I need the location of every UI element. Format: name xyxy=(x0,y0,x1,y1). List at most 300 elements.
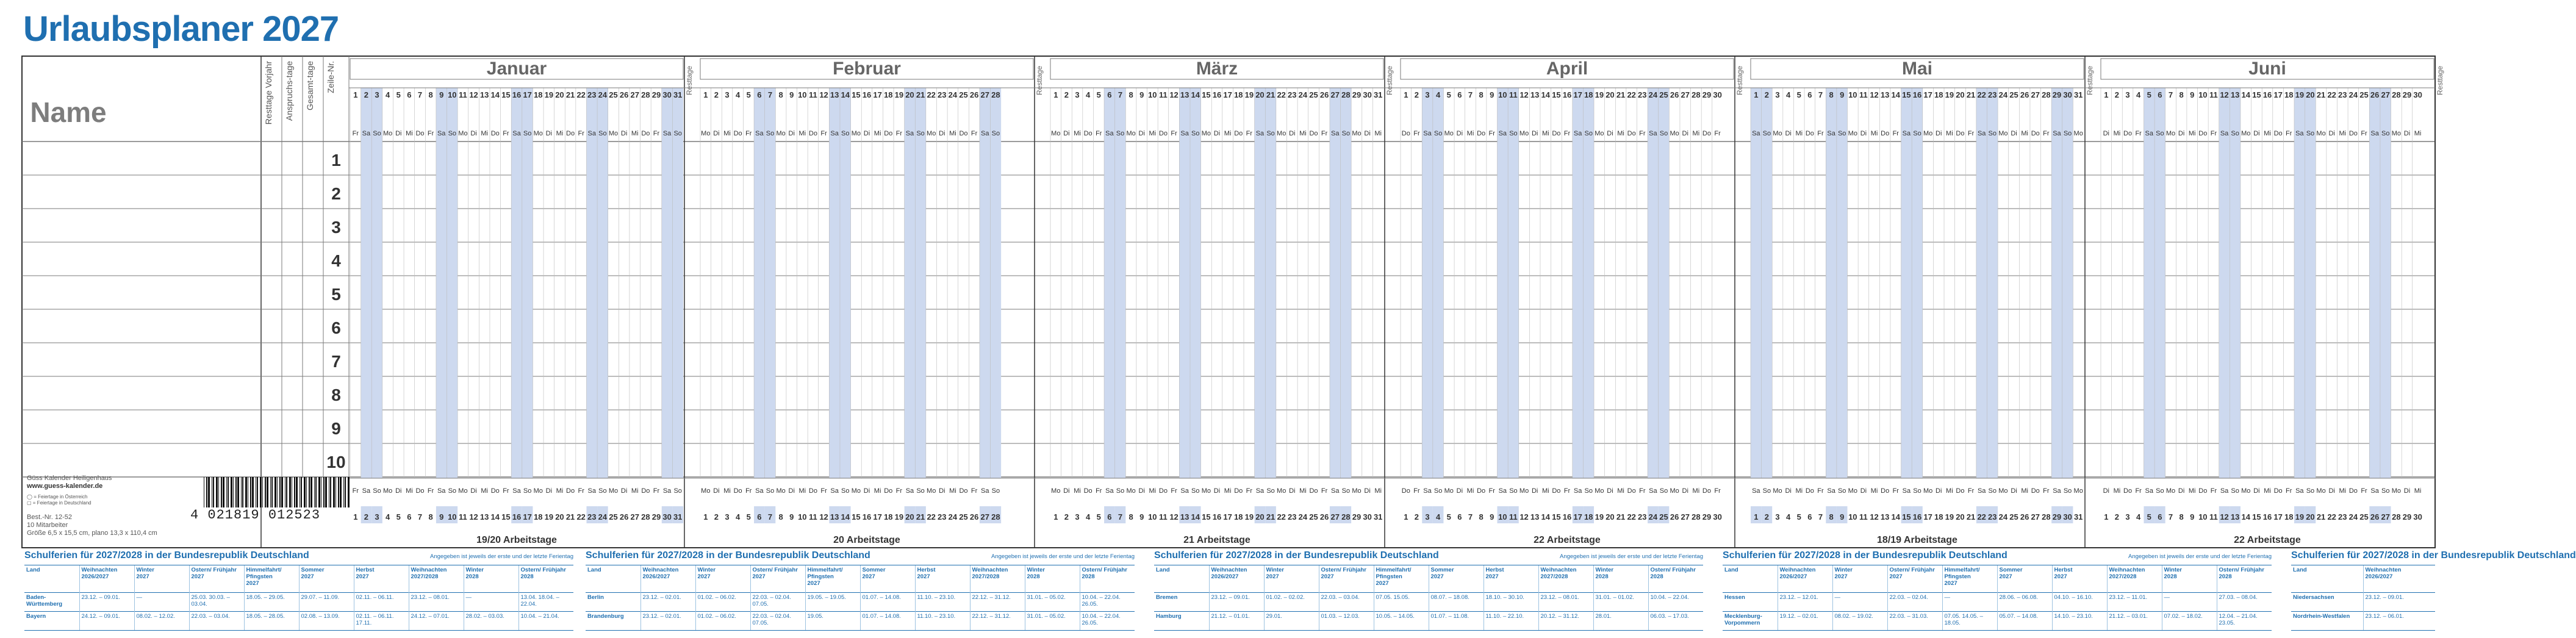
holiday-dates: 01.02. – 06.02. xyxy=(695,612,750,631)
day-number: 24 xyxy=(948,90,958,99)
row-number: 8 xyxy=(331,385,341,404)
weekday-abbr-bottom: Mi xyxy=(1074,487,1081,495)
day-number-bottom: 14 xyxy=(1541,512,1551,522)
weekday-abbr: So xyxy=(1191,130,1200,137)
publisher-website[interactable]: www.guess-kalender.de xyxy=(27,482,103,490)
weekday-abbr-bottom: Mi xyxy=(2021,487,2028,495)
weekday-abbr: Sa xyxy=(1649,130,1657,137)
day-number-bottom: 9 xyxy=(1490,512,1494,522)
barcode-bar xyxy=(241,477,242,507)
weekday-abbr-bottom: Di xyxy=(2253,487,2260,495)
weekday-abbr-bottom: Sa xyxy=(981,487,989,495)
weekday-abbr: Do xyxy=(733,130,742,137)
weekday-abbr-bottom: So xyxy=(841,487,850,495)
day-number: 10 xyxy=(2198,90,2208,99)
day-number-bottom: 13 xyxy=(1530,512,1540,522)
day-number-bottom: 6 xyxy=(1807,512,1812,522)
day-number-bottom: 26 xyxy=(2020,512,2029,522)
day-number-bottom: 30 xyxy=(1713,512,1722,522)
weekday-abbr-bottom: So xyxy=(2231,487,2239,495)
weekday-abbr-bottom: Di xyxy=(1063,487,1070,495)
weekday-abbr: Mo xyxy=(383,130,393,137)
weekday-abbr: Do xyxy=(1401,130,1410,137)
weekday-abbr: Di xyxy=(1785,130,1792,137)
holiday-state: Bayern xyxy=(24,612,79,631)
weekday-abbr-bottom: Mo xyxy=(1444,487,1454,495)
day-number-bottom: 26 xyxy=(2370,512,2380,522)
holiday-dates: 08.02. – 19.02. xyxy=(1832,612,1887,631)
weekday-abbr: Fr xyxy=(820,130,827,137)
day-number: 11 xyxy=(2209,90,2218,99)
school-holidays-title: Schulferien für 2027/2028 in der Bundesrepublik Deutschland xyxy=(1723,550,2007,561)
day-number: 26 xyxy=(619,90,629,99)
barcode-bar xyxy=(343,477,344,507)
day-number-bottom: 8 xyxy=(428,512,433,522)
weekday-abbr: Di xyxy=(395,130,402,137)
weekday-abbr: Sa xyxy=(2295,130,2304,137)
weekday-abbr-bottom: Fr xyxy=(1488,487,1495,495)
weekday-abbr-bottom: Sa xyxy=(1423,487,1432,495)
holiday-dates: 20.12. – 31.12. xyxy=(1538,612,1593,631)
weekday-abbr-bottom: Sa xyxy=(1498,487,1507,495)
weekday-abbr-bottom: Do xyxy=(1083,487,1092,495)
weekday-abbr: So xyxy=(373,130,381,137)
weekday-abbr: So xyxy=(1837,130,1846,137)
weekday-abbr: So xyxy=(1266,130,1275,137)
day-number: 1 xyxy=(1754,90,1759,99)
day-number: 7 xyxy=(767,90,773,99)
holiday-dates: 29.07. – 11.09. xyxy=(299,593,354,612)
weekday-abbr-bottom: Do xyxy=(2348,487,2358,495)
weekday-abbr: Fr xyxy=(1967,130,1975,137)
weekday-abbr: Mo xyxy=(1848,130,1857,137)
day-number: 24 xyxy=(598,90,608,99)
weekday-abbr-bottom: So xyxy=(766,487,775,495)
weekday-abbr: Fr xyxy=(895,130,903,137)
barcode-bar xyxy=(208,477,210,507)
holiday-dates: 19.05. – 19.05. xyxy=(805,593,860,612)
day-number-bottom: 4 xyxy=(736,512,741,522)
weekday-abbr-bottom: Fr xyxy=(895,487,903,495)
weekday-abbr-bottom: Mo xyxy=(2165,487,2176,495)
day-number-bottom: 8 xyxy=(778,512,783,522)
weekend-shade xyxy=(1659,88,1670,478)
holiday-dates: 08.02. – 12.02. xyxy=(134,612,189,631)
holiday-dates: 23.12. – 11.01. xyxy=(2107,593,2162,612)
day-number: 8 xyxy=(1479,90,1484,99)
weekday-abbr-bottom: Do xyxy=(808,487,817,495)
holiday-row xyxy=(1723,612,2272,631)
weekday-abbr-bottom: Di xyxy=(1785,487,1792,495)
day-number: 12 xyxy=(1169,90,1179,99)
day-number-bottom: 18 xyxy=(2284,512,2294,522)
weekday-abbr: Do xyxy=(1702,130,1711,137)
order-number: Best.-Nr. 12-52 xyxy=(27,514,72,521)
weekday-abbr-bottom: Mo xyxy=(2073,487,2083,495)
holiday-column-header: Ostern/ Frühjahr 2027 xyxy=(1319,565,1374,593)
day-number: 13 xyxy=(1880,90,1890,99)
day-number: 27 xyxy=(2381,90,2390,99)
weekday-abbr: Do xyxy=(1083,130,1092,137)
day-number-bottom: 12 xyxy=(469,512,478,522)
barcode-bar xyxy=(206,477,207,507)
day-number: 21 xyxy=(916,90,925,99)
weekday-abbr: Mi xyxy=(1946,130,1953,137)
weekday-abbr-bottom: Mo xyxy=(2391,487,2401,495)
row-number: 7 xyxy=(331,352,341,371)
weekday-abbr: Do xyxy=(641,130,650,137)
holiday-dates: 23.12. – 08.01. xyxy=(409,593,464,612)
day-number: 7 xyxy=(1818,90,1823,99)
weekend-shade xyxy=(436,88,447,478)
weekday-abbr: Fr xyxy=(427,130,434,137)
day-number-bottom: 1 xyxy=(1404,512,1408,522)
weekday-abbr-bottom: Sa xyxy=(1573,487,1582,495)
weekday-abbr-bottom: Do xyxy=(1234,487,1243,495)
holiday-dates: 22.03. – 02.04. xyxy=(1887,593,1942,612)
day-number: 31 xyxy=(2073,90,2083,99)
weekend-shade xyxy=(840,88,851,478)
day-number: 18 xyxy=(883,90,893,99)
day-number: 23 xyxy=(587,90,597,99)
holiday-column-header: Himmelfahrt/ Pfingsten 2027 xyxy=(1374,565,1429,593)
weekend-shade xyxy=(2051,88,2062,478)
day-number-bottom: 7 xyxy=(417,512,423,522)
day-number-bottom: 16 xyxy=(862,512,872,522)
weekday-abbr-bottom: Mi xyxy=(2339,487,2347,495)
weekday-abbr: So xyxy=(523,130,532,137)
day-number: 3 xyxy=(1075,90,1080,99)
day-number: 20 xyxy=(905,90,914,99)
holiday-column-header: Himmelfahrt/ Pfingsten 2027 xyxy=(805,565,860,593)
day-number: 9 xyxy=(1139,90,1144,99)
weekend-shade xyxy=(2144,88,2154,478)
day-number: 13 xyxy=(1530,90,1540,99)
holiday-dates: 23.12. – 09.01. xyxy=(1209,593,1264,612)
day-number-bottom: 21 xyxy=(916,512,925,522)
weekday-abbr: Di xyxy=(1138,130,1145,137)
day-number-bottom: 29 xyxy=(1352,512,1362,522)
weekday-abbr: Mi xyxy=(1692,130,1700,137)
holiday-dates: — xyxy=(134,593,189,612)
holiday-column-header: Ostern/ Frühjahr 2027 xyxy=(750,565,805,593)
barcode-bar xyxy=(333,477,335,507)
day-number: 23 xyxy=(938,90,947,99)
weekday-abbr: Mo xyxy=(2165,130,2176,137)
day-number: 18 xyxy=(1233,90,1243,99)
weekend-shade xyxy=(1179,88,1190,478)
weekday-abbr-bottom: So xyxy=(1913,487,1921,495)
day-number: 3 xyxy=(2125,90,2130,99)
weekday-abbr-bottom: Mi xyxy=(2188,487,2196,495)
weekday-abbr: So xyxy=(1509,130,1518,137)
day-number: 1 xyxy=(703,90,708,99)
day-number: 14 xyxy=(490,90,500,99)
weekday-abbr-bottom: Fr xyxy=(1967,487,1975,495)
holiday-dates: 18.10. – 30.10. xyxy=(1484,593,1538,612)
day-number-bottom: 31 xyxy=(2073,512,2083,522)
school-holidays-table xyxy=(24,550,573,632)
day-number-bottom: 18 xyxy=(1233,512,1243,522)
holiday-column-header: Winter 2027 xyxy=(1832,565,1887,593)
weekday-abbr-bottom: Mo xyxy=(458,487,468,495)
day-number-bottom: 19 xyxy=(894,512,904,522)
day-number-bottom: 10 xyxy=(1498,512,1507,522)
day-number: 29 xyxy=(1352,90,1362,99)
day-number-bottom: 25 xyxy=(2009,512,2018,522)
day-number: 6 xyxy=(2158,90,2162,99)
weekday-abbr-bottom: Di xyxy=(1860,487,1867,495)
day-number: 28 xyxy=(2392,90,2401,99)
weekday-abbr-bottom: Mo xyxy=(927,487,936,495)
barcode-bar xyxy=(340,477,342,507)
day-number-bottom: 21 xyxy=(565,512,575,522)
weekday-abbr-bottom: Fr xyxy=(1639,487,1646,495)
holiday-dates: 10.04. – 21.04. xyxy=(518,612,573,631)
weekday-abbr-bottom: So xyxy=(1116,487,1125,495)
holiday-column-header: Herbst 2027 xyxy=(1484,565,1538,593)
day-number-bottom: 20 xyxy=(1606,512,1615,522)
weekday-abbr: Mi xyxy=(949,130,956,137)
weekday-abbr: So xyxy=(1584,130,1593,137)
weekday-abbr-bottom: Mi xyxy=(2414,487,2422,495)
day-number-bottom: 22 xyxy=(1627,512,1636,522)
holiday-column-header: Ostern/ Frühjahr 2028 xyxy=(1648,565,1703,593)
weekday-abbr-bottom: Mo xyxy=(701,487,711,495)
holiday-dates: 23.12. – 09.01. xyxy=(79,593,134,612)
barcode-bar xyxy=(338,477,339,507)
holiday-column-header: Himmelfahrt/ Pfingsten 2027 xyxy=(244,565,299,593)
holiday-dates: 05.07. – 14.08. xyxy=(1997,612,2052,631)
day-number-bottom: 26 xyxy=(619,512,629,522)
weekday-abbr-bottom: So xyxy=(598,487,607,495)
holiday-column-header: Land xyxy=(1723,565,1778,593)
weekday-abbr: Mo xyxy=(776,130,786,137)
day-number-bottom: 5 xyxy=(1446,512,1451,522)
holiday-dates: 08.07. – 18.08. xyxy=(1429,593,1484,612)
weekday-abbr: Fr xyxy=(1096,130,1102,137)
weekday-abbr: Fr xyxy=(1892,130,1899,137)
weekend-shade xyxy=(447,88,458,478)
day-number-bottom: 23 xyxy=(1288,512,1297,522)
day-number: 29 xyxy=(2052,90,2062,99)
holiday-column-header: Winter 2027 xyxy=(1264,565,1319,593)
day-number: 23 xyxy=(1988,90,1997,99)
day-number-bottom: 17 xyxy=(1573,512,1582,522)
weekday-abbr-bottom: Fr xyxy=(820,487,827,495)
barcode-bar xyxy=(271,477,273,507)
day-number-bottom: 27 xyxy=(630,512,639,522)
day-number: 8 xyxy=(1829,90,1834,99)
holiday-dates: 19.12. – 02.01. xyxy=(1778,612,1832,631)
barcode-bar xyxy=(237,477,239,507)
day-number: 11 xyxy=(1509,90,1518,99)
day-number-bottom: 11 xyxy=(459,512,467,522)
weekday-abbr-bottom: Mi xyxy=(1299,487,1307,495)
barcode-bar xyxy=(257,477,258,507)
weekday-abbr-bottom: Mi xyxy=(874,487,881,495)
day-number-bottom: 21 xyxy=(1966,512,1976,522)
day-number: 21 xyxy=(1616,90,1626,99)
weekday-abbr: Di xyxy=(545,130,553,137)
barcode-bar xyxy=(309,477,310,507)
weekday-abbr: So xyxy=(1433,130,1443,137)
day-number-bottom: 28 xyxy=(1341,512,1351,522)
holiday-dates: 01.02. – 02.02. xyxy=(1264,593,1319,612)
weekday-abbr-bottom: Di xyxy=(1289,487,1296,495)
weekday-abbr-bottom: Mo xyxy=(1201,487,1211,495)
weekday-abbr: Mo xyxy=(2241,130,2251,137)
day-number-bottom: 24 xyxy=(2348,512,2358,522)
day-number: 1 xyxy=(353,90,358,99)
day-number: 28 xyxy=(1692,90,1701,99)
weekday-abbr: Mo xyxy=(1352,130,1362,137)
day-number: 24 xyxy=(1648,90,1658,99)
weekday-abbr: Mi xyxy=(556,130,564,137)
barcode-bar xyxy=(250,477,251,507)
day-number-bottom: 19 xyxy=(1244,512,1254,522)
holiday-column-header: Weihnachten 2026/2027 xyxy=(1209,565,1264,593)
barcode-bar xyxy=(245,477,247,507)
day-number-bottom: 2 xyxy=(1064,512,1069,522)
holiday-column-header: Weihnachten 2026/2027 xyxy=(640,565,695,593)
day-number-bottom: 12 xyxy=(1169,512,1179,522)
day-number-bottom: 3 xyxy=(1075,512,1080,522)
weekday-abbr-bottom: Fr xyxy=(1413,487,1420,495)
day-number-bottom: 11 xyxy=(809,512,817,522)
weekday-abbr-bottom: Di xyxy=(1213,487,1221,495)
barcode-bar xyxy=(314,477,315,507)
holiday-column-header: Land xyxy=(24,565,79,593)
weekday-abbr-bottom: Fr xyxy=(1096,487,1102,495)
day-number-bottom: 20 xyxy=(1255,512,1265,522)
weekday-abbr-bottom: So xyxy=(1191,487,1200,495)
holiday-row xyxy=(586,593,1135,612)
holiday-dates: 12.04. – 21.04. 23.05. xyxy=(2217,612,2272,631)
weekday-abbr: Sa xyxy=(1331,130,1340,137)
school-holidays-table xyxy=(586,550,1135,632)
holiday-column-header: Sommer 2027 xyxy=(1429,565,1484,593)
day-number-bottom: 6 xyxy=(1107,512,1112,522)
day-number-bottom: 19 xyxy=(2295,512,2305,522)
day-number-bottom: 10 xyxy=(1148,512,1157,522)
day-number-bottom: 1 xyxy=(2104,512,2109,522)
day-number: 20 xyxy=(1255,90,1265,99)
weekday-abbr-bottom: Fr xyxy=(1246,487,1253,495)
weekday-abbr-bottom: Fr xyxy=(2043,487,2050,495)
holiday-dates: 24.12. – 09.01. xyxy=(79,612,134,631)
weekday-abbr-bottom: Fr xyxy=(2361,487,2367,495)
day-number-bottom: 1 xyxy=(353,512,358,522)
day-number-bottom: 19 xyxy=(1595,512,1604,522)
weekday-abbr-bottom: Fr xyxy=(1563,487,1571,495)
day-number: 17 xyxy=(2273,90,2283,99)
barcode-bar xyxy=(323,477,325,507)
weekday-abbr-bottom: Mo xyxy=(1051,487,1061,495)
weekday-abbr-bottom: Mi xyxy=(631,487,639,495)
day-number-bottom: 12 xyxy=(1519,512,1529,522)
weekday-abbr-bottom: So xyxy=(916,487,925,495)
day-number: 26 xyxy=(2020,90,2029,99)
day-number-bottom: 7 xyxy=(1818,512,1823,522)
holiday-dates: 13.04. 18.04. – 22.04. xyxy=(518,593,573,612)
holiday-dates: 02.11. – 06.11. xyxy=(354,593,409,612)
weekday-abbr: So xyxy=(1116,130,1125,137)
weekday-abbr: Mi xyxy=(2414,130,2422,137)
weekday-abbr-bottom: Mi xyxy=(556,487,564,495)
day-number-bottom: 2 xyxy=(364,512,369,522)
resttage-label: Resttage xyxy=(2436,65,2444,96)
day-number-bottom: 21 xyxy=(1266,512,1275,522)
weekday-abbr: Fr xyxy=(503,130,509,137)
barcode-bar xyxy=(279,477,281,507)
weekday-abbr: Sa xyxy=(587,130,597,137)
holiday-row xyxy=(2291,593,2435,612)
day-number: 25 xyxy=(609,90,618,99)
weekday-abbr-bottom: Mi xyxy=(2113,487,2121,495)
weekend-shade xyxy=(1190,88,1201,478)
weekday-abbr-bottom: Sa xyxy=(905,487,914,495)
day-number: 19 xyxy=(1244,90,1254,99)
day-number: 16 xyxy=(1562,90,1572,99)
weekend-shade xyxy=(754,88,765,478)
school-holidays-title: Schulferien für 2027/2028 in der Bundesrepublik Deutschland xyxy=(2291,550,2576,561)
holiday-dates: 22.12. – 31.12. xyxy=(970,612,1025,631)
month-name: Februar xyxy=(833,59,901,79)
barcode-bar xyxy=(335,477,336,507)
day-number: 3 xyxy=(1425,90,1430,99)
day-number: 12 xyxy=(1870,90,1879,99)
school-holidays-note: Angegeben ist jeweils der erste und der letzte Ferientag xyxy=(2128,553,2272,560)
holiday-row xyxy=(1723,593,2272,612)
holiday-column-header: Weihnachten 2026/2027 xyxy=(1778,565,1832,593)
day-number-bottom: 27 xyxy=(1330,512,1340,522)
month-name: Januar xyxy=(486,59,547,79)
day-number: 19 xyxy=(1945,90,1954,99)
day-number: 4 xyxy=(1436,90,1441,99)
weekday-abbr: So xyxy=(2063,130,2072,137)
holiday-dates: 07.05. 14.05. – 18.05. xyxy=(1942,612,1997,631)
weekday-abbr-bottom: Di xyxy=(2403,487,2411,495)
weekday-abbr-bottom: So xyxy=(673,487,682,495)
weekday-abbr: Di xyxy=(1213,130,1221,137)
weekday-abbr-bottom: Do xyxy=(884,487,893,495)
weekday-abbr: Mo xyxy=(1998,130,2008,137)
publisher-info xyxy=(27,475,112,490)
day-number: 30 xyxy=(662,90,672,99)
weekday-abbr: Mi xyxy=(2264,130,2271,137)
holiday-column-header: Herbst 2027 xyxy=(915,565,970,593)
weekday-abbr-bottom: Do xyxy=(1552,487,1561,495)
weekday-abbr: Di xyxy=(1860,130,1867,137)
weekday-abbr-bottom: Mi xyxy=(1224,487,1232,495)
resttage-label: Resttage xyxy=(685,65,694,96)
day-number-bottom: 9 xyxy=(2190,512,2195,522)
holiday-dates: 10.05. – 14.05. xyxy=(1374,612,1429,631)
day-number: 22 xyxy=(1277,90,1286,99)
weekday-abbr-bottom: Sa xyxy=(1180,487,1189,495)
barcode-bar xyxy=(260,477,262,507)
weekday-abbr: Mi xyxy=(1870,130,1878,137)
weekday-abbr-bottom: Di xyxy=(1364,487,1371,495)
weekday-abbr: Mo xyxy=(533,130,543,137)
weekend-shade xyxy=(1751,88,1762,478)
weekday-abbr: Mi xyxy=(481,130,488,137)
holiday-dates: 01.07. – 14.08. xyxy=(860,612,915,631)
barcode-bar xyxy=(304,477,306,507)
weekday-abbr-bottom: Sa xyxy=(2295,487,2304,495)
row-number: 5 xyxy=(331,285,341,304)
